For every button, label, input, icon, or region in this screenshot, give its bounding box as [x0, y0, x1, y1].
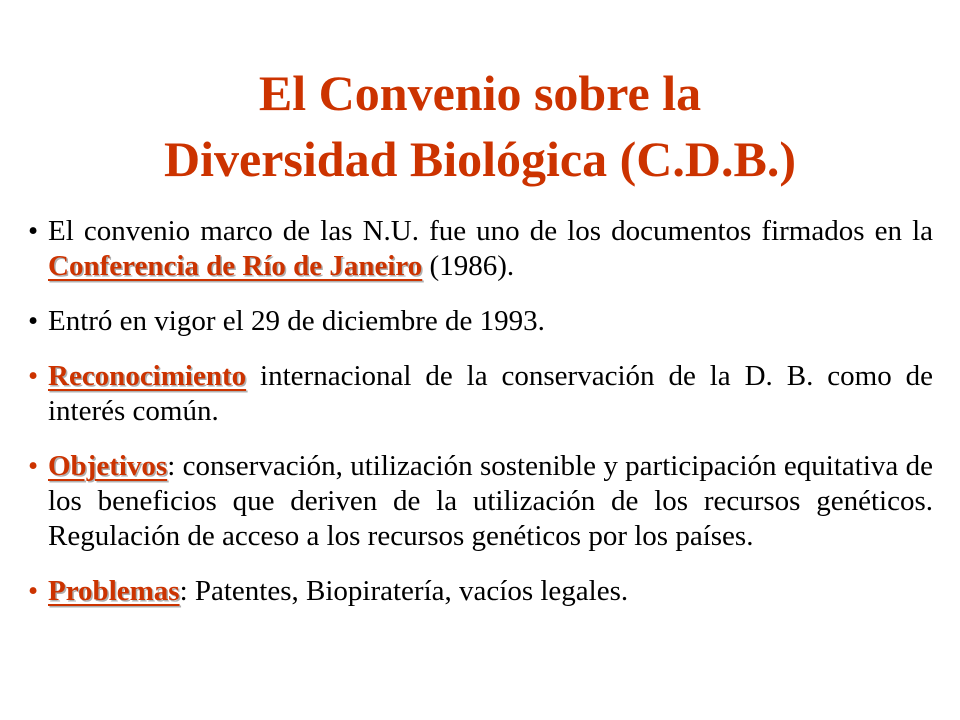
bullet-item-entry-into-force	[28, 304, 933, 339]
bullet-icon: •	[28, 360, 39, 392]
bullet-list	[28, 214, 933, 629]
bullet-text: (1986).	[422, 250, 515, 282]
bullet-text: : Patentes, Biopiratería, vacíos legales.	[179, 575, 629, 607]
slide-title	[0, 60, 960, 192]
bullet-item-conference	[28, 214, 933, 284]
bullet-item-problems	[28, 574, 933, 609]
title-line-1: El Convenio sobre la	[258, 65, 702, 121]
recognition-keyword: Reconocimiento	[48, 360, 247, 392]
bullet-icon: •	[28, 450, 39, 482]
bullet-icon: •	[28, 575, 39, 607]
bullet-text: Entró en vigor el 29 de diciembre de 1993.	[48, 305, 545, 337]
bullet-text: El convenio marco de las N.U. fue uno de los documentos firmados en la	[48, 215, 933, 247]
problems-keyword: Problemas	[48, 575, 180, 607]
objectives-keyword: Objetivos	[48, 450, 168, 482]
title-line-2: Diversidad Biológica (C.D.B.)	[164, 131, 796, 187]
conference-link: Conferencia de Río de Janeiro	[48, 250, 423, 282]
bullet-icon: •	[28, 305, 39, 337]
bullet-item-objectives	[28, 449, 933, 554]
bullet-icon: •	[28, 215, 39, 247]
bullet-text: : conservación, utilización sostenible y participación equitativa de los beneficios que deriven de la utilización de los recursos genéticos. Regulación de acceso a los recursos genéticos por los países.	[48, 450, 933, 552]
bullet-text: internacional de la conservación de la D. B. como de interés común.	[48, 360, 933, 427]
bullet-item-recognition	[28, 359, 933, 429]
